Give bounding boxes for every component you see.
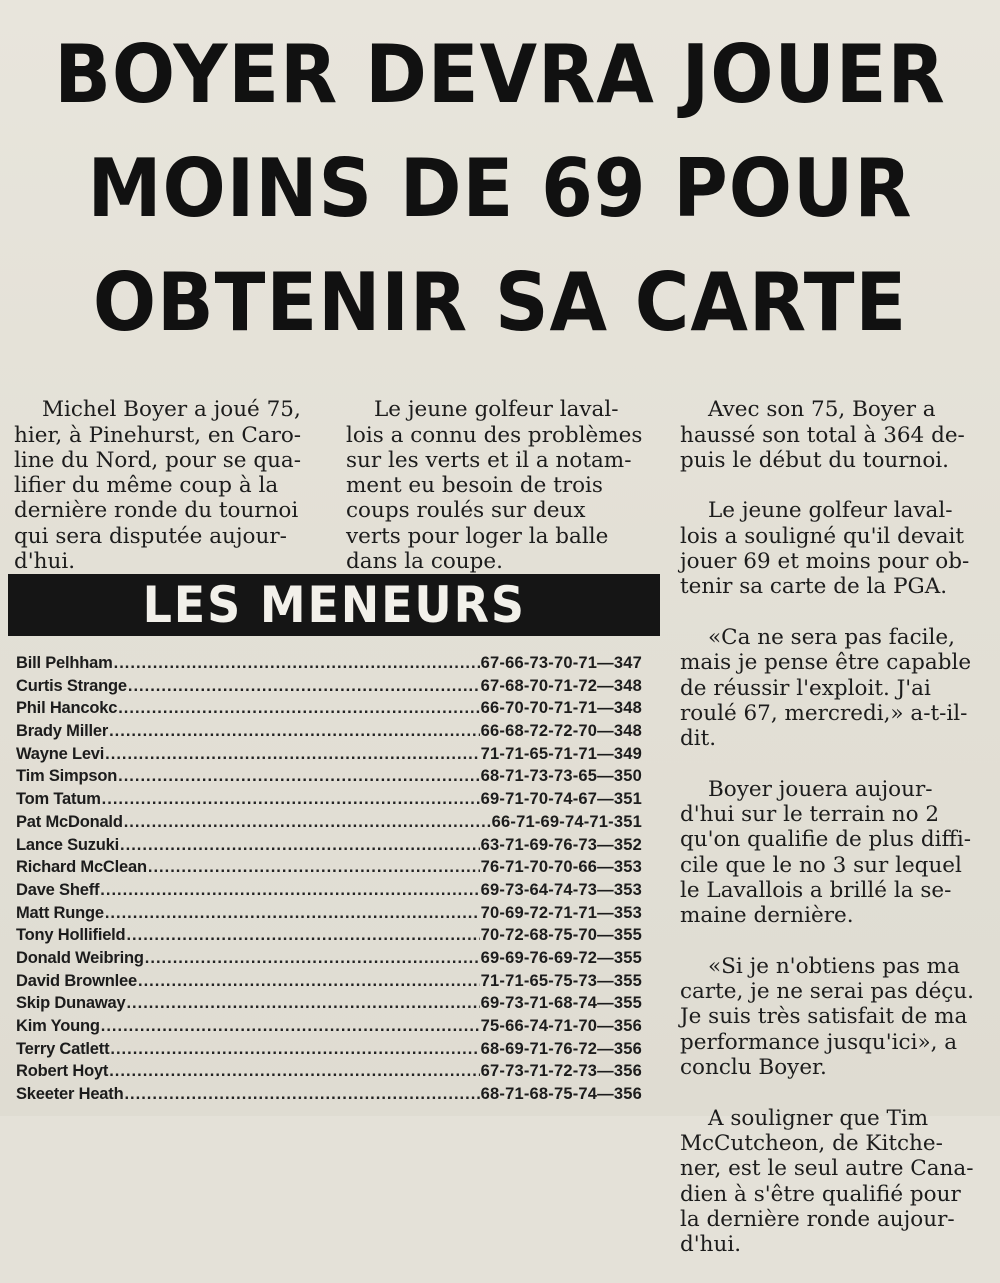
leader-row: [16, 924, 642, 947]
headline-line-3: OBTENIR SA CARTE: [92, 256, 908, 349]
paragraph: Avec son 75, Boyer a haussé son total à 364 de- puis le début du tournoi.: [680, 397, 965, 473]
leader-row: [16, 856, 642, 879]
player-name: Donald Weibring: [16, 948, 144, 967]
player-scores: 70-72-68-75-70—355: [480, 926, 642, 945]
leaders-title: LES MENEURS: [142, 576, 526, 634]
leader-row: [16, 879, 642, 902]
player-scores: 71-71-65-75-73—355: [480, 971, 642, 990]
player-scores: 66-70-70-71-71—348: [480, 699, 642, 718]
paragraph: Le jeune golfeur laval- lois a connu des problèmes sur les verts et il a notam- ment eu besoin de trois coups roulés sur deux verts pour loger la balle dans la coupe.: [346, 397, 643, 575]
headline-line-2: MOINS DE 69 POUR: [87, 142, 913, 235]
player-name: Brady Miller: [16, 722, 109, 741]
leader-row: [16, 720, 642, 743]
player-scores: 69-69-76-69-72—355: [480, 948, 642, 967]
leaders-banner: [8, 574, 660, 636]
leader-dots: [120, 834, 480, 857]
leader-dots: [105, 743, 479, 766]
leader-dots: [128, 675, 480, 698]
leader-row: [16, 675, 642, 698]
leader-row: [16, 652, 642, 675]
player-name: Matt Runge: [16, 903, 104, 922]
leader-row: [16, 743, 642, 766]
player-scores: 66-71-69-74-71-351: [491, 812, 642, 831]
player-scores: 69-73-64-74-73—353: [480, 880, 642, 899]
player-name: Curtis Strange: [16, 676, 127, 695]
paragraph: Michel Boyer a joué 75, hier, à Pinehurst, en Caro- line du Nord, pour se qua- lifier du même coup à la dernière ronde du tournoi qui sera disputée aujour- d'hui.: [14, 397, 302, 575]
player-scores: 75-66-74-71-70—356: [480, 1017, 642, 1035]
paragraph: «Si je n'obtiens pas ma carte, je ne serai pas déçu. Je suis très satisfait de ma performance jusqu'ici», a conclu Boyer.: [680, 953, 975, 1081]
leader-row: [16, 765, 642, 788]
player-scores: 63-71-69-76-73—352: [480, 835, 642, 854]
leader-row: [16, 1038, 642, 1061]
leader-row: [16, 834, 642, 857]
leader-dots: [124, 1083, 479, 1106]
player-name: Skeeter Heath: [16, 1085, 124, 1104]
leader-dots: [102, 788, 480, 811]
leader-dots: [124, 811, 491, 834]
leader-dots: [118, 697, 479, 720]
player-name: Robert Hoyt: [16, 1062, 109, 1081]
player-name: Wayne Levi: [16, 744, 105, 763]
leader-dots: [118, 765, 480, 788]
player-scores: 68-71-68-75-74—356: [480, 1085, 642, 1104]
article-column-2: [346, 372, 652, 600]
headline-line-1: BOYER DEVRA JOUER: [54, 28, 946, 121]
player-name: David Brownlee: [16, 971, 137, 990]
player-scores: 67-68-70-71-72—348: [480, 676, 642, 695]
leader-dots: [110, 1038, 479, 1061]
paragraph: A souligner que Tim McCutcheon, de Kitche- ner, est le seul autre Cana- dien à s'être qualifié pour la dernière ronde aujour- d'hui.: [680, 1105, 974, 1258]
leader-row: [16, 1060, 642, 1083]
leader-dots: [126, 992, 479, 1015]
leader-dots: [145, 947, 480, 970]
player-name: Terry Catlett: [16, 1039, 110, 1058]
leader-dots: [100, 879, 479, 902]
player-name: Skip Dunaway: [16, 994, 126, 1013]
leader-row: [16, 1015, 642, 1038]
player-scores: 69-73-71-68-74—355: [480, 994, 642, 1013]
leader-dots: [138, 970, 480, 993]
player-name: Pat McDonald: [16, 812, 123, 831]
leader-row: [16, 947, 642, 970]
player-scores: 66-68-72-72-70—348: [480, 722, 642, 741]
paragraph: Boyer jouera aujour- d'hui sur le terrain no 2 qu'on qualifie de plus diffi- cile que le no 3 sur lequel le Lavallois a brillé la se- maine dernière.: [680, 776, 971, 929]
article-column-1: [14, 372, 320, 600]
leader-dots: [105, 902, 480, 925]
leader-dots: [109, 720, 480, 743]
leader-row: [16, 902, 642, 925]
player-name: Bill Pelhham: [16, 654, 113, 672]
leader-row: [16, 1083, 642, 1106]
player-name: Dave Sheff: [16, 880, 100, 899]
paragraph: «Ca ne sera pas facile, mais je pense être capable de réussir l'exploit. J'ai roulé 67, mercredi,» a-t-il- dit.: [680, 624, 972, 752]
player-scores: 67-73-71-72-73—356: [480, 1062, 642, 1081]
player-name: Lance Suzuki: [16, 835, 120, 854]
player-scores: 71-71-65-71-71—349: [480, 744, 642, 763]
leader-row: [16, 970, 642, 993]
leader-row: [16, 697, 642, 720]
player-scores: 68-71-73-73-65—350: [480, 767, 642, 786]
leader-row: [16, 788, 642, 811]
player-name: Richard McClean: [16, 858, 147, 877]
leader-row: [16, 992, 642, 1015]
leader-dots: [126, 924, 479, 947]
headline: [10, 18, 990, 360]
leader-dots: [148, 856, 480, 879]
paragraph: Le jeune golfeur laval- lois a souligné qu'il devait jouer 69 et moins pour ob- tenir sa carte de la PGA.: [680, 498, 970, 600]
player-scores: 67-66-73-70-71—347: [480, 654, 642, 672]
player-name: Tom Tatum: [16, 790, 101, 809]
player-name: Tony Hollifield: [16, 926, 126, 945]
player-name: Kim Young: [16, 1017, 100, 1035]
player-scores: 68-69-71-76-72—356: [480, 1039, 642, 1058]
leader-row: [16, 811, 642, 834]
player-name: Phil Hancokc: [16, 699, 118, 718]
leader-dots: [101, 1015, 480, 1038]
article-column-3: [680, 372, 986, 1283]
player-scores: 76-71-70-70-66—353: [480, 858, 642, 877]
leaders-table: [16, 652, 642, 1106]
player-scores: 70-69-72-71-71—353: [480, 903, 642, 922]
player-name: Tim Simpson: [16, 767, 118, 786]
player-scores: 69-71-70-74-67—351: [480, 790, 642, 809]
leader-dots: [109, 1060, 479, 1083]
leader-dots: [114, 652, 480, 675]
